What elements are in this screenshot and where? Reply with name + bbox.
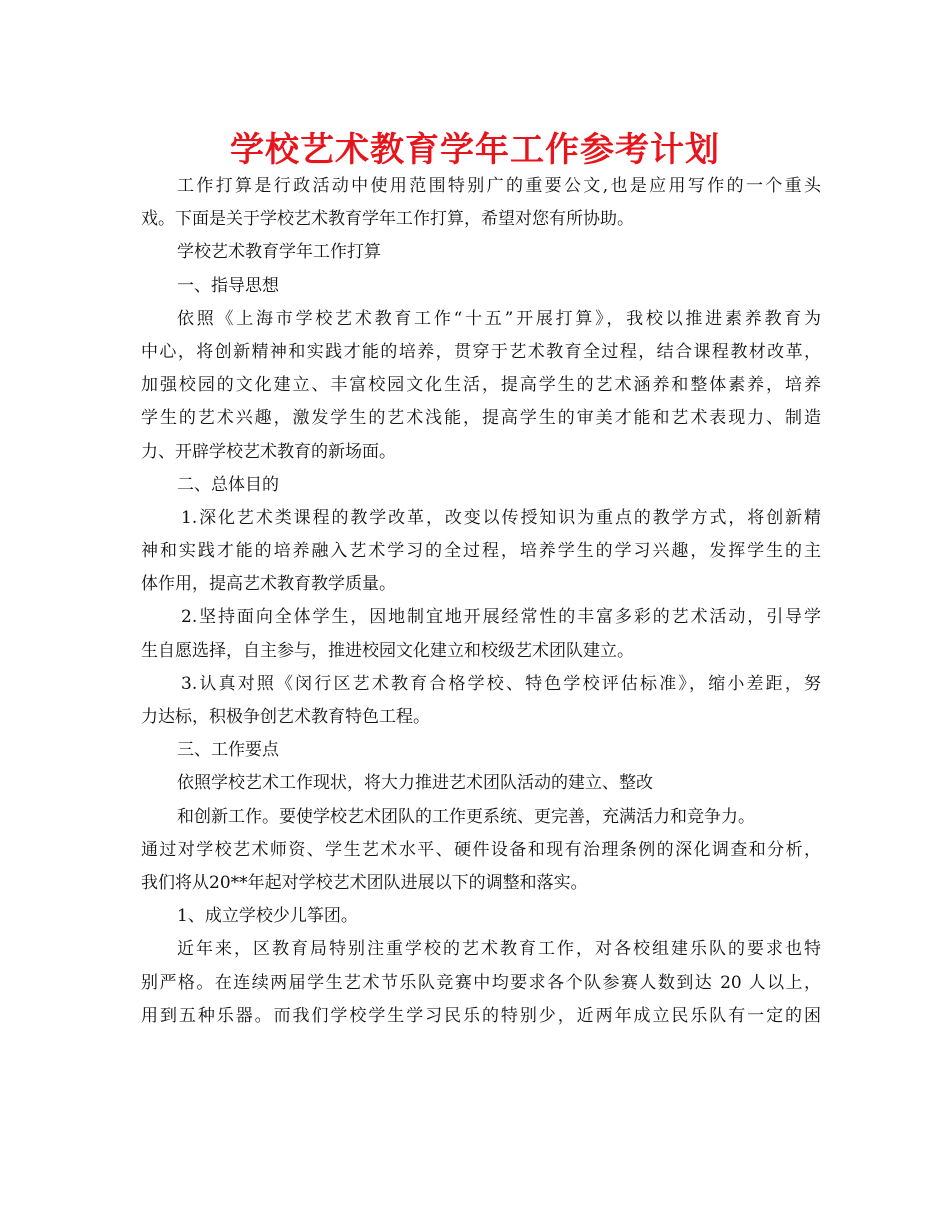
- paragraph-line: 力、开辟学校艺术教育的新场面。: [141, 441, 396, 462]
- paragraph-line: 通过对学校艺术师资、学生艺术水平、硬件设备和现有治理条例的深化调查和分析，: [141, 839, 821, 860]
- paragraph-line: 别严格。在连续两届学生艺术节乐队竞赛中均要求各个队参赛人数到达 20 人以上，: [141, 972, 821, 993]
- section-heading: 学校艺术教育学年工作打算: [177, 242, 381, 263]
- paragraph-line: 神和实践才能的培养融入艺术学习的全过程，培养学生的学习兴趣，发挥学生的主: [141, 541, 821, 562]
- paragraph-line: 用到五种乐器。而我们学校学生学习民乐的特别少，近两年成立民乐队有一定的困: [141, 1005, 821, 1026]
- document-title: 学校艺术教育学年工作参考计划: [230, 130, 720, 170]
- paragraph-line: 工作打算是行政活动中使用范围特别广的重要公文,也是应用写作的一个重头: [177, 176, 821, 196]
- document-body: [141, 170, 821, 1033]
- paragraph-line: 依照学校艺术工作现状，将大力推进艺术团队活动的建立、整改: [177, 773, 653, 794]
- paragraph-line: 生自愿选择，自主参与，推进校园文化建立和校级艺术团队建立。: [141, 640, 634, 661]
- section-heading: 1、成立学校少儿筝团。: [177, 906, 358, 927]
- paragraph-line: 和创新工作。要使学校艺术团队的工作更系统、更完善，充满活力和竞争力。: [177, 806, 755, 827]
- paragraph-line: 加强校园的文化建立、丰富校园文化生活，提高学生的艺术涵养和整体素养，培养: [141, 375, 821, 396]
- paragraph-line: 我们将从20**年起对学校艺术团队进展以下的调整和落实。: [141, 872, 588, 893]
- paragraph-line: 2.坚持面向全体学生，因地制宜地开展经常性的丰富多彩的艺术活动，引导学: [181, 607, 821, 628]
- paragraph-line: 3.认真对照《闵行区艺术教育合格学校、特色学校评估标准》，缩小差距，努: [181, 673, 821, 694]
- paragraph-line: 力达标，积极争创艺术教育特色工程。: [141, 707, 430, 727]
- section-heading: 一、指导思想: [177, 275, 279, 296]
- section-heading: 三、工作要点: [177, 740, 279, 761]
- paragraph-line: 依照《上海市学校艺术教育工作“十五”开展打算》，我校以推进素养教育为: [177, 308, 821, 329]
- paragraph-line: 1.深化艺术类课程的教学改革，改变以传授知识为重点的教学方式，将创新精: [181, 507, 821, 528]
- paragraph-line: 体作用，提高艺术教育教学质量。: [141, 574, 396, 595]
- section-heading: 二、总体目的: [177, 474, 279, 495]
- paragraph-line: 学生的艺术兴趣，激发学生的艺术浅能，提高学生的审美才能和艺术表现力、制造: [141, 408, 821, 429]
- paragraph-line: 中心，将创新精神和实践才能的培养，贯穿于艺术教育全过程，结合课程教材改革，: [141, 341, 821, 362]
- paragraph-line: 近年来，区教育局特别注重学校的艺术教育工作，对各校组建乐队的要求也特: [177, 939, 821, 960]
- paragraph-line: 戏。下面是关于学校艺术教育学年工作打算，希望对您有所协助。: [141, 209, 634, 230]
